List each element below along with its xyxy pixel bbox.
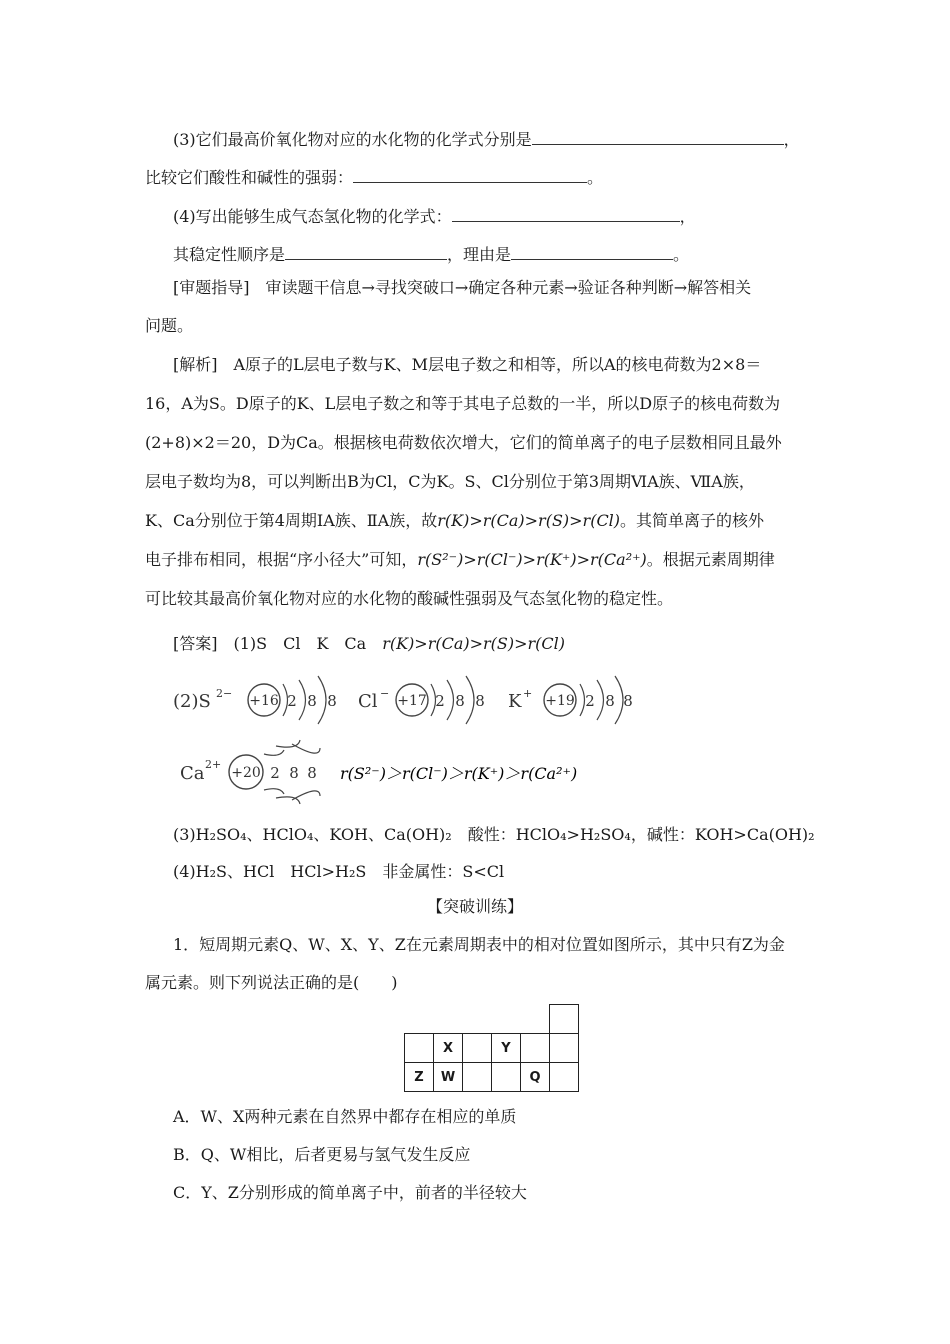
- table-cell: [463, 1034, 492, 1063]
- q4-reason-text: ，理由是: [447, 245, 512, 264]
- answer-radius-atoms: r(K)>r(Ca)>r(S)>r(Cl): [382, 634, 566, 653]
- k-shell-arc-2: [597, 680, 604, 720]
- analysis-line6-text: 电子排布相同，根据“序小径大”可知，: [145, 550, 418, 569]
- table-cell: [550, 1005, 579, 1034]
- ca-shell-2: 8: [289, 764, 299, 782]
- s-shell-2: 8: [307, 692, 317, 710]
- table-cell-empty: [521, 1005, 550, 1034]
- table-cell: [521, 1034, 550, 1063]
- q3-text: (3)它们最高价氧化物对应的水化物的化学式分别是: [173, 130, 532, 149]
- k-shell-1: 2: [585, 692, 595, 710]
- ca-ion-label: Ca: [180, 763, 205, 784]
- cl-shell-arc-2: [447, 680, 454, 720]
- radius-order-atoms: r(K)>r(Ca)>r(S)>r(Cl): [437, 511, 621, 530]
- option-a[interactable]: A．W、X两种元素在自然界中都存在相应的单质: [173, 1107, 517, 1126]
- s-shell-1: 2: [287, 692, 297, 710]
- answer-label: [答案] (1)S Cl K Ca: [173, 634, 383, 653]
- s-ion-label: (2)S: [173, 691, 211, 712]
- table-cell-empty: [405, 1005, 434, 1034]
- option-c[interactable]: C．Y、Z分别形成的简单离子中，前者的半径较大: [173, 1183, 527, 1202]
- table-cell-z: Z: [405, 1063, 434, 1092]
- s-shell-3: 8: [327, 692, 337, 710]
- analysis-line6-tail: 。根据元素周期律: [646, 550, 775, 569]
- table-cell: [405, 1034, 434, 1063]
- analysis-line2: 16，A为S。D原子的K、L层电子数之和等于其电子总数的一半，所以D原子的核电荷数为: [145, 394, 781, 413]
- k-shell-arc-1: [580, 684, 585, 716]
- k-shell-2: 8: [605, 692, 615, 710]
- analysis-line5-text: K、Ca分别位于第4周期ⅠA族、ⅡA族，故: [145, 511, 438, 530]
- table-cell-x: X: [434, 1034, 463, 1063]
- table-cell-y: Y: [492, 1034, 521, 1063]
- answer-line4: (4)H₂S、HCl HCl>H₂S 非金属性：S<Cl: [173, 862, 505, 881]
- analysis-line7: 可比较其最高价氧化物对应的水化物的酸碱性强弱及气态氢化物的稳定性。: [145, 589, 674, 608]
- answer-line3: (3)H₂SO₄、HClO₄、KOH、Ca(OH)₂ 酸性：HClO₄>H₂SO₄，碱性：KOH>Ca(OH)₂: [173, 825, 815, 844]
- cl-shell-1: 2: [435, 692, 445, 710]
- ca-shell-1: 2: [270, 764, 280, 782]
- table-cell: [463, 1063, 492, 1092]
- table-cell: [550, 1034, 579, 1063]
- k-shell-3: 8: [623, 692, 633, 710]
- s-nucleus-charge: +16: [249, 693, 279, 709]
- q4-text: (4)写出能够生成气态氢化物的化学式：: [173, 207, 452, 226]
- k-ion-charge: +: [523, 687, 533, 700]
- ca-shell-3: 8: [307, 764, 317, 782]
- radius-order-ions: r(S²⁻)>r(Cl⁻)>r(K⁺)>r(Ca²⁺): [417, 550, 647, 569]
- k-ion-label: K: [508, 691, 522, 712]
- q4-comma: ，: [679, 207, 696, 226]
- s-shell-arc-3: [318, 676, 326, 724]
- table-cell: [492, 1063, 521, 1092]
- periodic-table-fragment: [404, 1004, 579, 1092]
- analysis-line1: [解析] A原子的L层电子数与K、M层电子数之和相等，所以A的核电荷数为2×8＝: [173, 355, 762, 374]
- training-q1-line1: 1．短周期元素Q、W、X、Y、Z在元素周期表中的相对位置如图所示，其中只有Z为金: [173, 935, 785, 954]
- table-cell-empty: [463, 1005, 492, 1034]
- k-nucleus-charge: +19: [545, 693, 575, 709]
- table-cell: [550, 1063, 579, 1092]
- s-ion-charge: 2−: [216, 687, 233, 700]
- table-cell-q: Q: [521, 1063, 550, 1092]
- q4-period: 。: [673, 245, 690, 264]
- cl-nucleus-charge: +17: [397, 693, 427, 709]
- q4-stability-text: 其稳定性顺序是: [173, 245, 286, 264]
- ion-radius-order: r(S²⁻)＞r(Cl⁻)＞r(K⁺)＞r(Ca²⁺): [340, 764, 578, 783]
- option-b[interactable]: B．Q、W相比，后者更易与氢气发生反应: [173, 1145, 471, 1164]
- cl-shell-2: 8: [455, 692, 465, 710]
- table-cell-w: W: [434, 1063, 463, 1092]
- q3-compare-text: 比较它们酸性和碱性的强弱：: [145, 168, 354, 187]
- table-cell-empty: [492, 1005, 521, 1034]
- guide-line2: 问题。: [145, 316, 194, 335]
- cl-shell-3: 8: [475, 692, 485, 710]
- s-shell-arc-2: [299, 680, 306, 720]
- q3-period: 。: [587, 168, 604, 187]
- training-q1-line2: 属元素。则下列说法正确的是( ): [145, 973, 398, 992]
- analysis-line5-tail: 。其简单离子的核外: [620, 511, 765, 530]
- training-heading: 【突破训练】: [426, 897, 523, 916]
- table-cell-empty: [434, 1005, 463, 1034]
- k-shell-arc-3: [615, 676, 623, 724]
- cl-ion-charge: −: [380, 687, 390, 700]
- cl-ion-label: Cl: [358, 691, 378, 712]
- analysis-line4: 层电子数均为8，可以判断出B为Cl，C为K。S、Cl分别位于第3周期ⅥA族、ⅦA族，: [145, 472, 755, 491]
- guide-line1: [审题指导] 审读题干信息→寻找突破口→确定各种元素→验证各种判断→解答相关: [173, 278, 752, 297]
- q3-comma: ，: [783, 130, 800, 149]
- ca-nucleus-charge: +20: [231, 765, 261, 781]
- ca-ion-charge: 2+: [205, 758, 222, 771]
- analysis-line3: (2+8)×2＝20，D为Ca。根据核电荷数依次增大，它们的简单离子的电子层数相同且最外: [145, 433, 782, 452]
- cl-shell-arc-3: [466, 676, 474, 724]
